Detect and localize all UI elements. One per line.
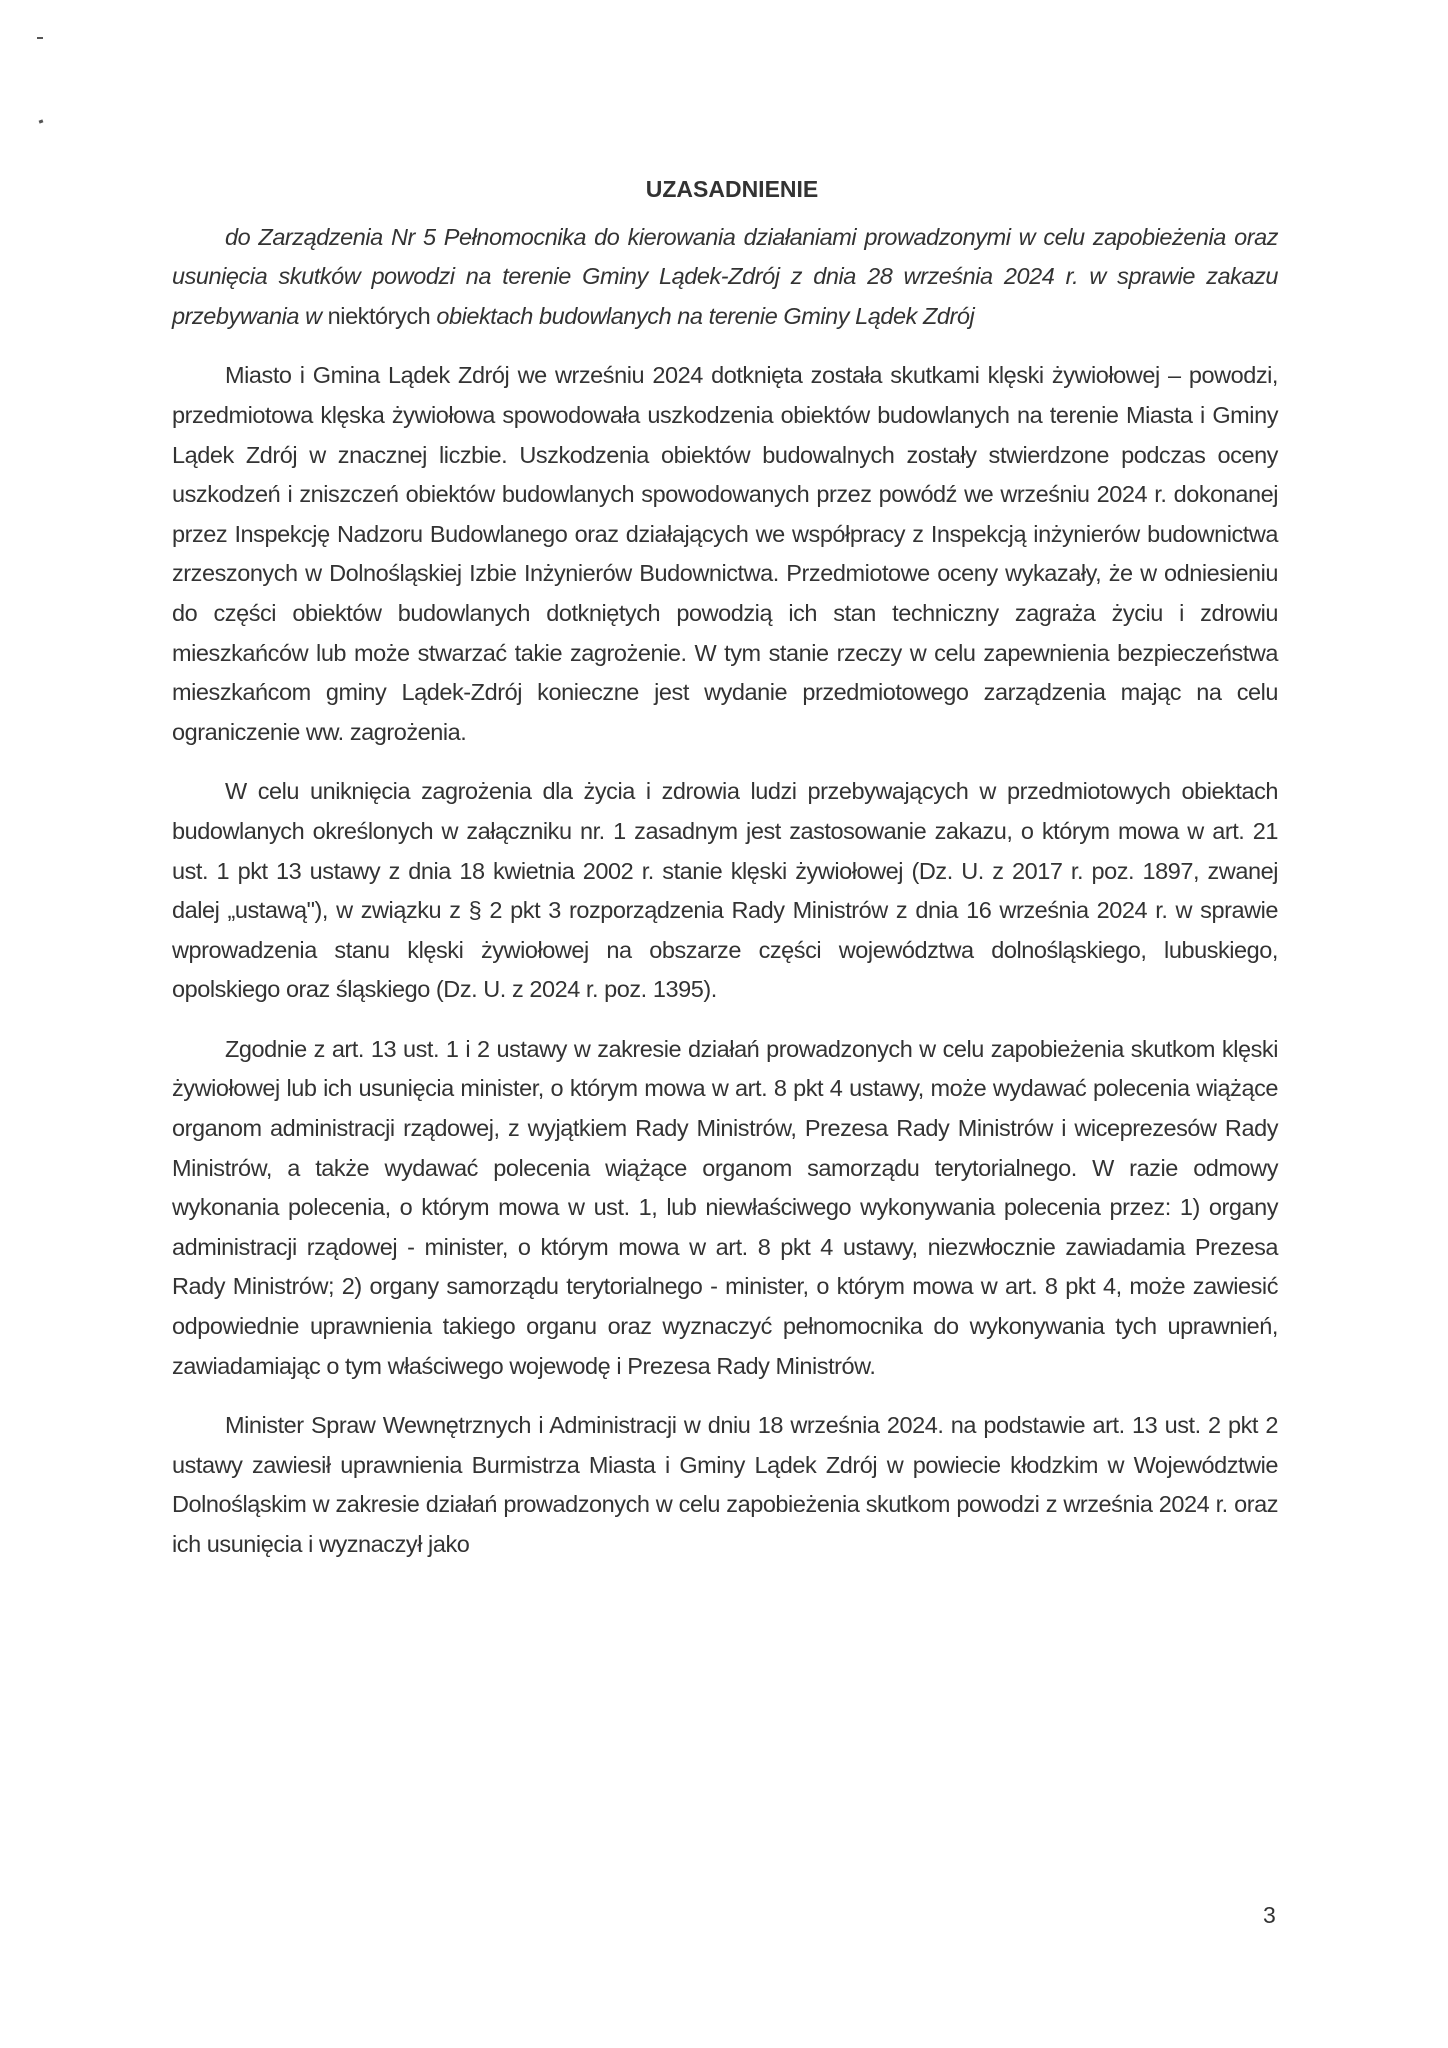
subtitle-part-3: obiektach budowlanych na terenie Gminy Lądek Zdrój bbox=[436, 302, 975, 329]
paragraph-2: W celu uniknięcia zagrożenia dla życia i zdrowia ludzi przebywających w przedmiotowych obiektach budowlanych określonych w załączniku nr. 1 zasadnym jest zastosowanie zakazu, o którym mowa w art. 21 ust. 1 pkt 13 ustawy z dnia 18 kwietnia 2002 r. stanie klęski żywiołowej (Dz. U. z 2017 r. poz. 1897, zwanej dalej „ustawą"), w związku z § 2 pkt 3 rozporządzenia Rady Ministrów z dnia 16 września 2024 r. w sprawie wprowadzenia stanu klęski żywiołowej na obszarze części województwa dolnośląskiego, lubuskiego, opolskiego oraz śląskiego (Dz. U. z 2024 r. poz. 1395). bbox=[172, 778, 1278, 1003]
paragraph-3: Zgodnie z art. 13 ust. 1 i 2 ustawy w zakresie działań prowadzonych w celu zapobieżenia skutkom klęski żywiołowej lub ich usunięcia minister, o którym mowa w art. 8 pkt 4 ustawy, może wydawać polecenia wiążące organom administracji rządowej, z wyjątkiem Rady Ministrów, Prezesa Rady Ministrów i wiceprezesów Rady Ministrów, a także wydawać polecenia wiążące organom samorządu terytorialnego. W razie odmowy wykonania polecenia, o którym mowa w ust. 1, lub niewłaściwego wykonywania polecenia przez: 1) organy administracji rządowej - minister, o którym mowa w art. 8 pkt 4 ustawy, niezwłocznie zawiadamia Prezesa Rady Ministrów; 2) organy samorządu terytorialnego - minister, o którym mowa w art. 8 pkt 4, może zawiesić odpowiednie uprawnienia takiego organu oraz wyznaczyć pełnomocnika do wykonywania tych uprawnień, zawiadamiając o tym właściwego wojewodę i Prezesa Rady Ministrów. bbox=[172, 1035, 1278, 1379]
scan-artifact-mark bbox=[39, 119, 44, 123]
paragraph-4: Minister Spraw Wewnętrznych i Administracji w dniu 18 września 2024. na podstawie art. 13 ust. 2 pkt 2 ustawy zawiesił uprawnienia Burmistrza Miasta i Gminy Lądek Zdrój w powiecie kłodzkim w Województwie Dolnośląskim w zakresie działań prowadzonych w celu zapobieżenia skutkom powodzi z września 2024 r. oraz ich usunięcia i wyznaczył jako bbox=[172, 1412, 1278, 1557]
scan-artifact-mark bbox=[37, 37, 43, 39]
document-title: UZASADNIENIE bbox=[645, 176, 819, 202]
subtitle-part-2: niektórych bbox=[321, 302, 437, 329]
page-number: 3 bbox=[1263, 1902, 1276, 1928]
subtitle-part-1: do Zarządzenia Nr 5 Pełnomocnika do kierowania działaniami prowadzonymi w celu zapobieżenia oraz usunięcia skutków powodzi na terenie Gminy Lądek-Zdrój z dnia 28 września 2024 r. w sprawie zakazu przebywania w bbox=[172, 223, 1278, 329]
paragraph-1: Miasto i Gmina Lądek Zdrój we wrześniu 2024 dotknięta została skutkami klęski żywiołowej – powodzi, przedmiotowa klęska żywiołowa spowodowała uszkodzenia obiektów budowlanych na terenie Miasta i Gminy Lądek Zdrój w znacznej liczbie. Uszkodzenia obiektów budowalnych zostały stwierdzone podczas oceny uszkodzeń i zniszczeń obiektów budowlanych spowodowanych przez powódź we wrześniu 2024 r. dokonanej przez Inspekcję Nadzoru Budowlanego oraz działających we współpracy z Inspekcją inżynierów budownictwa zrzeszonych w Dolnośląskiej Izbie Inżynierów Budownictwa. Przedmiotowe oceny wykazały, że w odniesieniu do części obiektów budowlanych dotkniętych powodzią ich stan techniczny zagraża życiu i zdrowiu mieszkańców lub może stwarzać takie zagrożenie. W tym stanie rzeczy w celu zapewnienia bezpieczeństwa mieszkańcom gminy Lądek-Zdrój konieczne jest wydanie przedmiotowego zarządzenia mając na celu ograniczenie ww. zagrożenia. bbox=[172, 362, 1278, 745]
document-body bbox=[172, 170, 1278, 1585]
document-subtitle bbox=[172, 218, 1278, 337]
